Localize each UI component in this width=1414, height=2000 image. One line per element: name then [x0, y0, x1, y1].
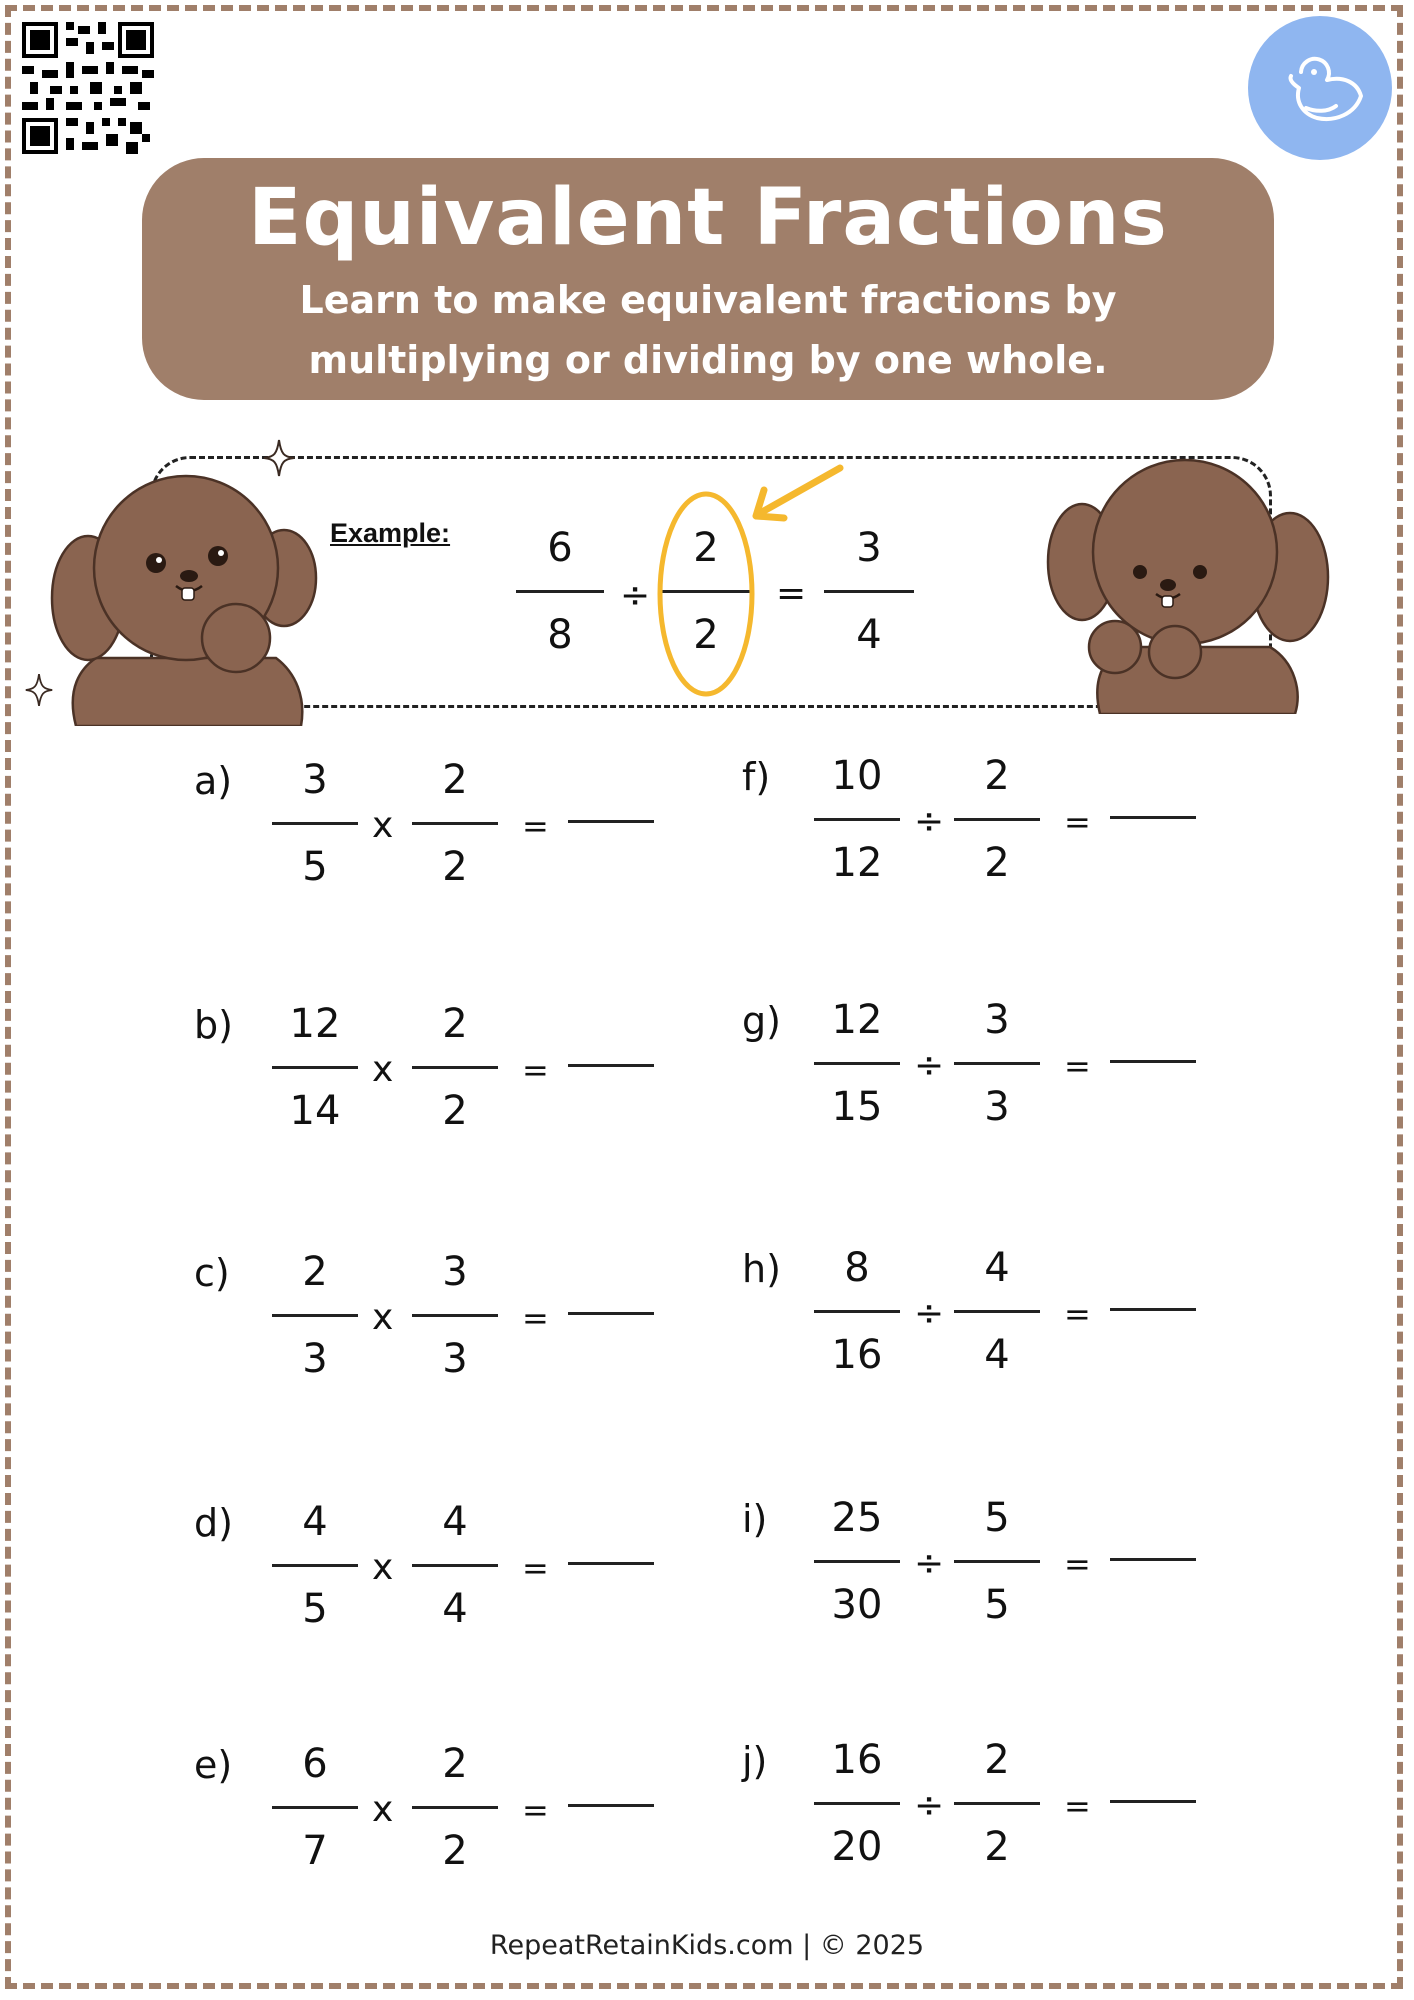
- numerator: 4: [442, 1499, 468, 1545]
- problem-fraction-second: [412, 1742, 498, 1873]
- numerator: 6: [302, 1741, 328, 1787]
- fraction-bar: [954, 1062, 1040, 1065]
- problem-fraction-first: [272, 1500, 358, 1631]
- denominator: 2: [442, 1828, 468, 1874]
- problem-label: b): [194, 1003, 233, 1047]
- denominator: 15: [831, 1084, 883, 1130]
- fraction-bar: [814, 1560, 900, 1563]
- denominator: 2: [442, 844, 468, 890]
- numerator: 12: [289, 1001, 341, 1047]
- example-fraction-result: [824, 526, 914, 657]
- numerator: 4: [984, 1245, 1010, 1291]
- problem-fraction-second: [954, 1496, 1040, 1627]
- fraction-bar: [272, 1066, 358, 1069]
- denominator: 5: [984, 1582, 1010, 1628]
- problem-fraction-first: [272, 758, 358, 889]
- problem-fraction-first: [814, 1738, 900, 1869]
- fraction-bar: [412, 1314, 498, 1317]
- denominator: 2: [693, 612, 719, 658]
- poodle-right-illustration: [1040, 452, 1336, 714]
- denominator: 20: [831, 1824, 883, 1870]
- problem-fraction-first: [272, 1742, 358, 1873]
- fraction-bar: [272, 1564, 358, 1567]
- problem-equals: =: [522, 807, 549, 845]
- footer-text: RepeatRetainKids.com | © 2025: [489, 1930, 925, 1961]
- numerator: 2: [442, 1741, 468, 1787]
- denominator: 2: [984, 840, 1010, 886]
- problem-equals: =: [522, 1791, 549, 1829]
- problem-fraction-second: [954, 1738, 1040, 1869]
- denominator: 14: [289, 1088, 341, 1134]
- problem-operator: ÷: [914, 1293, 945, 1334]
- problem-equals: =: [1064, 1787, 1091, 1825]
- problem-fraction-first: [814, 1496, 900, 1627]
- denominator: 30: [831, 1582, 883, 1628]
- numerator: 2: [693, 525, 719, 571]
- numerator: 6: [547, 525, 573, 571]
- answer-blank-line: [568, 1562, 654, 1565]
- problem-operator: ÷: [914, 801, 945, 842]
- example-operator: ÷: [620, 575, 651, 616]
- problem-operator: x: [372, 1049, 394, 1090]
- answer-blank-line: [1110, 816, 1196, 819]
- fraction-bar: [954, 818, 1040, 821]
- answer-blank-line: [568, 1804, 654, 1807]
- numerator: 2: [984, 1737, 1010, 1783]
- denominator: 2: [984, 1824, 1010, 1870]
- fraction-bar: [954, 1560, 1040, 1563]
- problem-fraction-first: [814, 998, 900, 1129]
- problem-equals: =: [522, 1051, 549, 1089]
- fraction-bar: [412, 1806, 498, 1809]
- problem-equals: =: [1064, 1295, 1091, 1333]
- problem-label: h): [742, 1247, 781, 1291]
- numerator: 12: [831, 997, 883, 1043]
- example-fraction-left: [516, 526, 604, 657]
- problem-label: f): [742, 755, 771, 799]
- numerator: 16: [831, 1737, 883, 1783]
- problem-fraction-first: [272, 1002, 358, 1133]
- denominator: 8: [547, 612, 573, 658]
- problem-label: c): [194, 1251, 230, 1295]
- problem-fraction-first: [814, 754, 900, 885]
- fraction-bar: [272, 822, 358, 825]
- problem-equals: =: [522, 1549, 549, 1587]
- problem-fraction-second: [954, 998, 1040, 1129]
- problem-label: i): [742, 1497, 768, 1541]
- numerator: 4: [302, 1499, 328, 1545]
- denominator: 5: [302, 844, 328, 890]
- numerator: 2: [442, 1001, 468, 1047]
- numerator: 3: [856, 525, 882, 571]
- denominator: 7: [302, 1828, 328, 1874]
- numerator: 2: [984, 753, 1010, 799]
- problem-label: d): [194, 1501, 233, 1545]
- fraction-bar: [814, 1062, 900, 1065]
- denominator: 3: [442, 1336, 468, 1382]
- problem-fraction-first: [272, 1250, 358, 1381]
- problem-fraction-second: [412, 758, 498, 889]
- problem-operator: ÷: [914, 1045, 945, 1086]
- numerator: 3: [984, 997, 1010, 1043]
- fraction-bar: [516, 590, 604, 593]
- problem-fraction-first: [814, 1246, 900, 1377]
- numerator: 25: [831, 1495, 883, 1541]
- problem-equals: =: [1064, 803, 1091, 841]
- example-equals: =: [776, 573, 807, 614]
- problem-equals: =: [522, 1299, 549, 1337]
- page-subtitle: Learn to make equivalent fractions by multiplying or dividing by one whole.: [299, 277, 1117, 382]
- problem-label: j): [742, 1739, 768, 1783]
- fraction-bar: [954, 1310, 1040, 1313]
- denominator: 3: [984, 1084, 1010, 1130]
- fraction-bar: [412, 1066, 498, 1069]
- denominator: 4: [442, 1586, 468, 1632]
- denominator: 3: [302, 1336, 328, 1382]
- problem-fraction-second: [954, 1246, 1040, 1377]
- denominator: 2: [442, 1088, 468, 1134]
- answer-blank-line: [568, 1064, 654, 1067]
- fraction-bar: [954, 1802, 1040, 1805]
- denominator: 4: [856, 612, 882, 658]
- answer-blank-line: [1110, 1308, 1196, 1311]
- problem-fraction-second: [954, 754, 1040, 885]
- problem-fraction-second: [412, 1002, 498, 1133]
- problem-fraction-second: [412, 1250, 498, 1381]
- problem-label: a): [194, 759, 233, 803]
- denominator: 16: [831, 1332, 883, 1378]
- denominator: 5: [302, 1586, 328, 1632]
- highlight-ellipse: [656, 490, 756, 698]
- numerator: 3: [442, 1249, 468, 1295]
- fraction-bar: [412, 822, 498, 825]
- answer-blank-line: [1110, 1800, 1196, 1803]
- numerator: 10: [831, 753, 883, 799]
- problem-operator: x: [372, 1789, 394, 1830]
- fraction-bar: [272, 1806, 358, 1809]
- answer-blank-line: [1110, 1558, 1196, 1561]
- problem-operator: ÷: [914, 1543, 945, 1584]
- numerator: 8: [844, 1245, 870, 1291]
- fraction-bar: [814, 1802, 900, 1805]
- fraction-bar: [412, 1564, 498, 1567]
- denominator: 4: [984, 1332, 1010, 1378]
- logo-bird-icon: [1246, 14, 1394, 162]
- example-label: Example:: [330, 518, 451, 548]
- problem-fraction-second: [412, 1500, 498, 1631]
- page-title: Equivalent Fractions: [248, 173, 1168, 263]
- arrow-icon: [748, 462, 844, 524]
- problem-equals: =: [1064, 1545, 1091, 1583]
- answer-blank-line: [1110, 1060, 1196, 1063]
- denominator: 12: [831, 840, 883, 886]
- numerator: 2: [442, 757, 468, 803]
- header-banner: [142, 158, 1274, 400]
- problem-operator: x: [372, 1297, 394, 1338]
- fraction-bar: [814, 818, 900, 821]
- problem-operator: ÷: [914, 1785, 945, 1826]
- fraction-bar: [824, 590, 914, 593]
- answer-blank-line: [568, 1312, 654, 1315]
- qr-code-icon: [22, 22, 154, 154]
- numerator: 2: [302, 1249, 328, 1295]
- problem-label: e): [194, 1743, 233, 1787]
- fraction-bar: [272, 1314, 358, 1317]
- answer-blank-line: [568, 820, 654, 823]
- problem-operator: x: [372, 1547, 394, 1588]
- poodle-left-illustration: [26, 468, 332, 726]
- numerator: 3: [302, 757, 328, 803]
- numerator: 5: [984, 1495, 1010, 1541]
- problem-equals: =: [1064, 1047, 1091, 1085]
- problem-operator: x: [372, 805, 394, 846]
- problem-label: g): [742, 999, 781, 1043]
- fraction-bar: [814, 1310, 900, 1313]
